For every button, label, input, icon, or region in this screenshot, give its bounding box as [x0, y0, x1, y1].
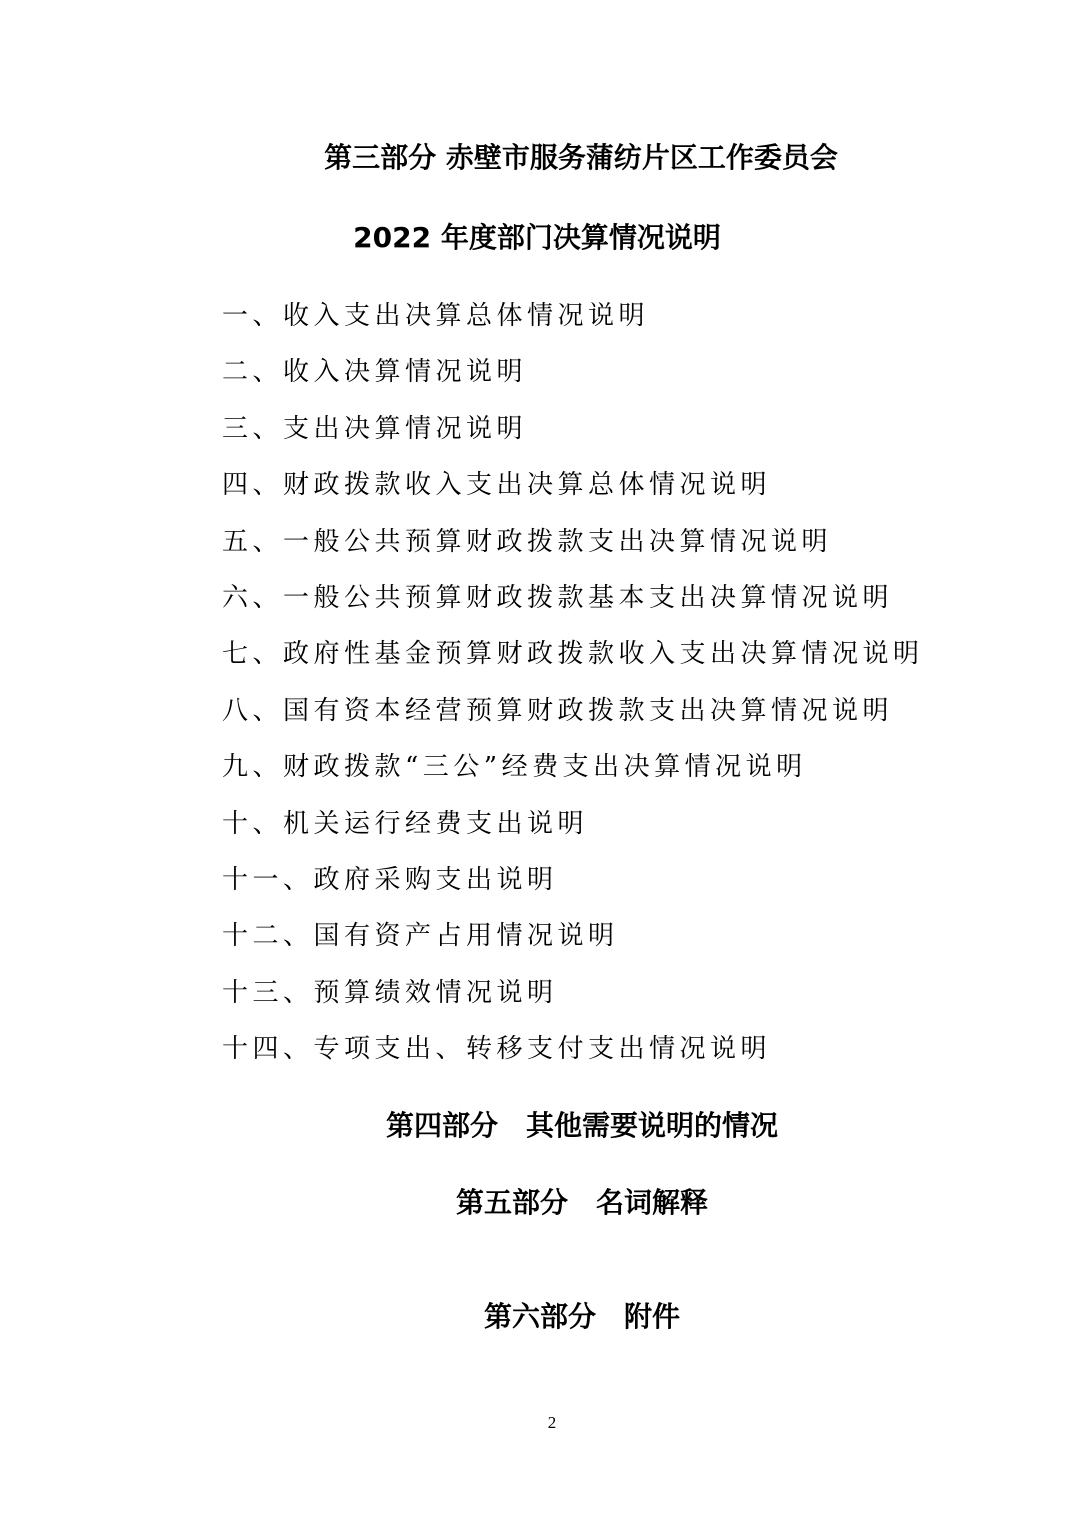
toc-item: 三、支出决算情况说明: [222, 413, 528, 444]
toc-item: 二、收入决算情况说明: [222, 357, 528, 388]
part4-heading: 第四部分 其他需要说明的情况: [385, 1109, 778, 1142]
toc-item: 十一、政府采购支出说明: [222, 864, 558, 895]
part6-heading: 第六部分 附件: [483, 1300, 680, 1333]
page-number: 2: [547, 1413, 557, 1432]
toc-item: 七、政府性基金预算财政拨款收入支出决算情况说明: [222, 639, 924, 670]
toc-item: 一、收入支出决算总体情况说明: [222, 301, 650, 331]
toc-item: 五、一般公共预算财政拨款支出决算情况说明: [222, 526, 833, 557]
part3-heading-line2: 2022 年度部门决算情况说明: [353, 221, 721, 254]
table-of-contents: [222, 296, 924, 1085]
part3-heading-line1: 第三部分 赤壁市服务蒲纺片区工作委员会: [324, 141, 838, 174]
toc-item: 九、财政拨款“三公”经费支出决算情况说明: [222, 752, 807, 783]
toc-item: 四、财政拨款收入支出决算总体情况说明: [222, 470, 772, 501]
part5-heading: 第五部分 名词解释: [455, 1186, 708, 1219]
toc-item: 十二、国有资产占用情况说明: [222, 921, 619, 952]
toc-item: 八、国有资本经营预算财政拨款支出决算情况说明: [222, 695, 894, 726]
toc-item: 十、机关运行经费支出说明: [222, 808, 589, 839]
toc-item: 六、一般公共预算财政拨款基本支出决算情况说明: [222, 582, 894, 613]
toc-item: 十四、专项支出、转移支付支出情况说明: [222, 1034, 772, 1065]
toc-item: 十三、预算绩效情况说明: [222, 977, 558, 1008]
